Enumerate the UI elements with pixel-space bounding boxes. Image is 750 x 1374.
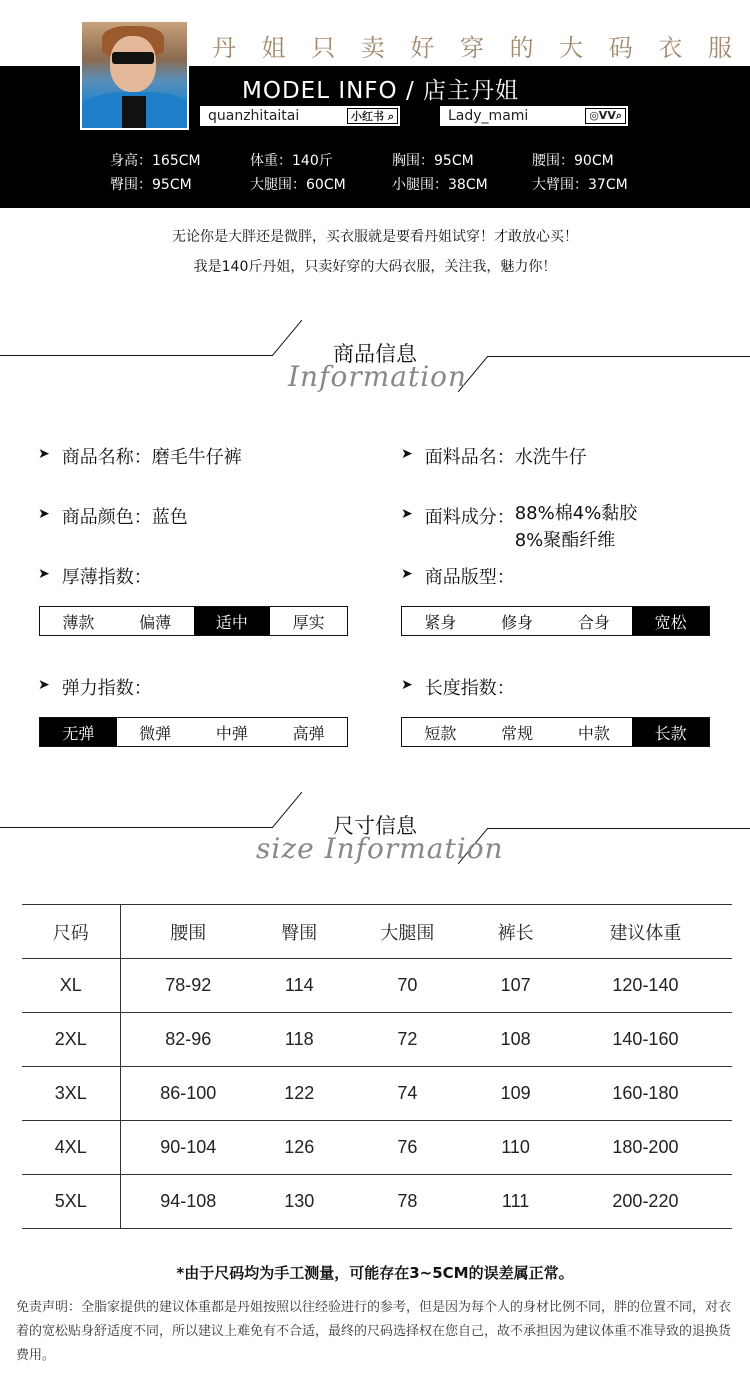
info-label: 长度指数：: [424, 678, 515, 699]
info-length: [401, 674, 515, 700]
info-elasticity: [38, 674, 152, 700]
social-handle: quanzhitaitai: [208, 108, 300, 124]
model-info-title: MODEL INFO / 店主丹姐: [242, 78, 520, 104]
table-cell: 78-92: [120, 959, 256, 1013]
arrow-icon: ➤: [38, 446, 50, 462]
info-label: 面料成分：: [424, 507, 515, 528]
table-cell: 86-100: [120, 1067, 256, 1121]
table-cell: 122: [256, 1067, 343, 1121]
info-fabric-name: [401, 443, 587, 469]
info-label: 商品颜色：: [61, 507, 152, 528]
section-title: 尺寸信息: [333, 814, 417, 838]
table-cell: 78: [343, 1175, 473, 1229]
title-char: 码: [608, 34, 633, 62]
table-cell: 160-180: [559, 1067, 732, 1121]
section-divider: [488, 828, 750, 829]
title-char: 大: [559, 34, 584, 62]
scale-option: 无弹: [40, 718, 117, 746]
info-label: 商品版型：: [424, 567, 515, 588]
stat-calf: 小腿围：38CM: [392, 177, 488, 193]
scale-option: 宽松: [632, 607, 709, 635]
arrow-icon: ➤: [401, 677, 413, 693]
elasticity-scale: [39, 717, 348, 747]
arrow-icon: ➤: [38, 506, 50, 522]
title-char: 丹: [212, 34, 236, 62]
measurement-note: *由于尺码均为手工测量，可能存在3~5CM的误差属正常。: [176, 1264, 574, 1282]
table-cell: 3XL: [22, 1067, 120, 1121]
table-cell: 108: [472, 1013, 559, 1067]
table-cell: 74: [343, 1067, 473, 1121]
table-cell: 180-200: [559, 1121, 732, 1175]
title-char: 衣: [658, 34, 683, 62]
arrow-icon: ➤: [38, 677, 50, 693]
info-value: 88%棉4%黏胶: [514, 503, 638, 524]
wechat-search-icon: ◎VV⌕: [585, 108, 626, 124]
table-header: 腰围: [120, 905, 256, 959]
table-row: [22, 959, 732, 1013]
stat-thigh: 大腿围：60CM: [250, 177, 346, 193]
slogan-line: 我是140斤丹姐，只卖好穿的大码衣服，关注我，魅力你！: [193, 259, 557, 275]
section-script: size Information: [256, 832, 504, 865]
xiaohongshu-icon: 小红书 ⌕: [347, 108, 398, 124]
table-cell: 200-220: [559, 1175, 732, 1229]
disclaimer-text: 免责声明：全脂家提供的建议体重都是丹姐按照以往经验进行的参考，但是因为每个人的身材比例不同，胖的位置不同，对衣着的宽松贴身舒适度不同，所以建议上难免有不合适，最终的尺码选择权在您自己，故不承担因为建议体重不准导致的退换货费用。: [16, 1300, 732, 1363]
table-cell: XL: [22, 959, 120, 1013]
table-cell: 90-104: [120, 1121, 256, 1175]
table-header: 大腿围: [343, 905, 473, 959]
table-cell: 107: [472, 959, 559, 1013]
scale-option: 薄款: [62, 612, 95, 632]
scale-option: 长款: [632, 718, 709, 746]
table-cell: 118: [256, 1013, 343, 1067]
table-row: [22, 1067, 732, 1121]
stat-hip: 臀围：95CM: [110, 177, 192, 193]
scale-option: 短款: [424, 723, 457, 743]
section-divider: [0, 827, 272, 828]
table-row: [22, 1175, 732, 1229]
stat-arm: 大臂围：37CM: [532, 177, 628, 193]
arrow-icon: ➤: [401, 566, 413, 582]
info-value: 8%聚酯纤维: [514, 530, 616, 551]
table-cell: 94-108: [120, 1175, 256, 1229]
table-cell: 110: [472, 1121, 559, 1175]
title-char: 的: [509, 34, 534, 62]
info-fit: [401, 563, 515, 589]
info-label: 弹力指数：: [61, 678, 152, 699]
table-cell: 130: [256, 1175, 343, 1229]
scale-option: 微弹: [139, 723, 172, 743]
stat-height: 身高：165CM: [110, 153, 201, 169]
info-value: 蓝色: [151, 507, 188, 528]
title-char: 穿: [459, 34, 484, 62]
arrow-icon: ➤: [401, 446, 413, 462]
section-title: 商品信息: [333, 342, 417, 366]
scale-option: 高弹: [292, 723, 325, 743]
table-header: 建议体重: [559, 905, 732, 959]
scale-option: 中弹: [215, 723, 248, 743]
shop-title: [212, 28, 732, 60]
title-char: 服: [707, 34, 732, 62]
table-header: 裤长: [472, 905, 559, 959]
social-handle: Lady_mami: [448, 108, 529, 124]
arrow-icon: ➤: [38, 566, 50, 582]
stat-chest: 胸围：95CM: [392, 153, 474, 169]
scale-option: 适中: [194, 607, 271, 635]
table-cell: 2XL: [22, 1013, 120, 1067]
info-color: [38, 503, 188, 529]
table-cell: 70: [343, 959, 473, 1013]
table-cell: 126: [256, 1121, 343, 1175]
table-cell: 109: [472, 1067, 559, 1121]
length-scale: [401, 717, 710, 747]
avatar: [80, 20, 189, 130]
slogan-line: 无论你是大胖还是微胖，买衣服就是要看丹姐试穿！才敢放心买！: [172, 229, 578, 245]
table-row: [22, 1121, 732, 1175]
table-cell: 76: [343, 1121, 473, 1175]
info-label: 厚薄指数：: [61, 567, 152, 588]
scale-option: 厚实: [292, 612, 325, 632]
table-cell: 72: [343, 1013, 473, 1067]
table-cell: 120-140: [559, 959, 732, 1013]
scale-option: 中款: [577, 723, 610, 743]
scale-option: 偏薄: [139, 612, 172, 632]
model-stats: [110, 148, 670, 196]
title-char: 好: [410, 34, 435, 62]
title-char: 姐: [261, 34, 286, 62]
stat-waist: 腰围：90CM: [532, 153, 614, 169]
table-cell: 5XL: [22, 1175, 120, 1229]
info-label: 商品名称：: [61, 447, 152, 468]
table-cell: 82-96: [120, 1013, 256, 1067]
table-header-row: [22, 905, 732, 959]
scale-option: 合身: [577, 612, 610, 632]
scale-option: 修身: [501, 612, 534, 632]
info-thickness: [38, 563, 152, 589]
section-script: Information: [288, 360, 468, 393]
title-char: 卖: [360, 34, 385, 62]
title-char: 只: [311, 34, 336, 62]
size-table: [22, 904, 732, 1229]
table-header: 尺码: [22, 905, 120, 959]
table-header: 臀围: [256, 905, 343, 959]
scale-option: 紧身: [424, 612, 457, 632]
social-tag-wechat[interactable]: [440, 106, 628, 126]
table-cell: 111: [472, 1175, 559, 1229]
table-cell: 140-160: [559, 1013, 732, 1067]
table-cell: 114: [256, 959, 343, 1013]
thickness-scale: [39, 606, 348, 636]
fit-scale: [401, 606, 710, 636]
social-tag-xiaohongshu[interactable]: [200, 106, 400, 126]
section-divider: [0, 355, 272, 356]
section-divider: [488, 356, 750, 357]
info-value: 磨毛牛仔裤: [151, 447, 242, 468]
table-row: [22, 1013, 732, 1067]
arrow-icon: ➤: [401, 506, 413, 522]
info-value: 水洗牛仔: [514, 447, 587, 468]
info-fabric-composition: [401, 503, 637, 554]
info-product-name: [38, 443, 242, 469]
table-cell: 4XL: [22, 1121, 120, 1175]
scale-option: 常规: [501, 723, 534, 743]
info-label: 面料品名：: [424, 447, 515, 468]
stat-weight: 体重：140斤: [250, 153, 333, 169]
